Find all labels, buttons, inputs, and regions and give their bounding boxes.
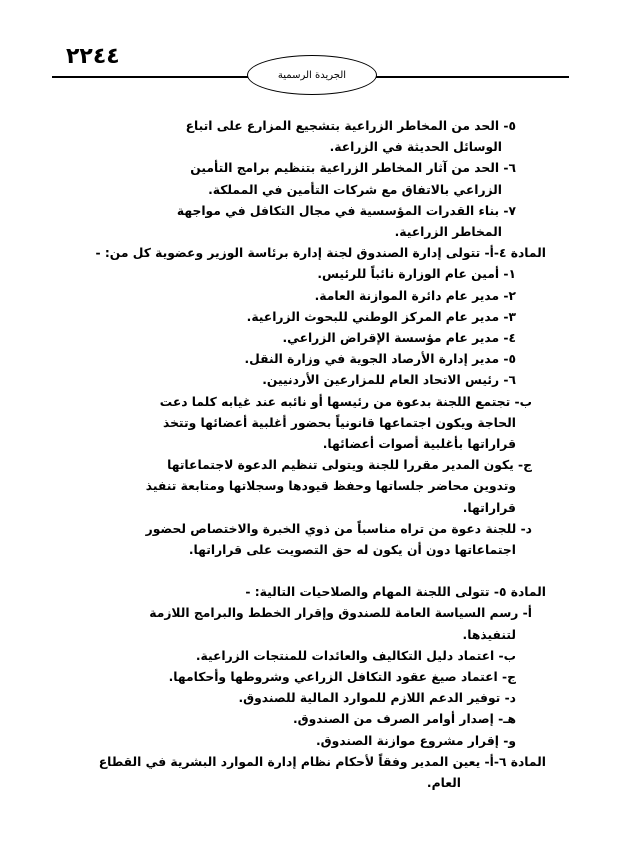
article-5-item: لتنفيذها. [462,627,516,642]
article-5-item: د- توفير الدعم اللازم للموارد المالية للصندوق. [238,691,516,706]
member-item: ٢- مدير عام دائرة الموازنة العامة. [314,288,516,303]
intro-item [62,158,546,200]
intro-item [62,201,546,243]
member-item: ٥- مدير إدارة الأرصاد الجوية في وزارة النقل. [244,352,516,367]
page-number: ٢٢٤٤ [66,44,120,69]
article-4-heading: المادة ٤-أ- تتولى إدارة الصندوق لجنة إدارة برئاسة الوزير وعضوية كل من: - [95,246,546,261]
article-6-heading: المادة ٦-أ- يعين المدير وفقاً لأحكام نظام إدارة الموارد البشرية في القطاع [98,754,546,769]
intro-line: الوسائل الحديثة في الزراعة. [329,140,502,155]
intro-item [62,116,546,158]
document-body [62,116,546,794]
member-item: ١- أمين عام الوزارة نائباً للرئيس. [317,267,516,282]
article-5-heading: المادة ٥- تتولى اللجنة المهام والصلاحيات التالية: - [245,585,546,600]
intro-line: ٦- الحد من آثار المخاطر الزراعية بتنظيم برامج التأمين [190,161,516,176]
clause-b-line: الحاجة ويكون اجتماعها قانونياً بحضور أغلبية أعضائها وتتخذ [162,415,516,430]
clause-c-line: ج- يكون المدير مقررا للجنة ويتولى تنظيم الدعوة لاجتماعاتها [167,458,532,473]
member-item: ٤- مدير عام مؤسسة الإقراض الزراعي. [282,331,516,346]
article-5-item: و- إقرار مشروع موازنة الصندوق. [316,733,516,748]
article-5-item: ج- اعتماد صيغ عقود التكافل الزراعي وشروطها وأحكامها. [168,670,516,685]
member-item: ٣- مدير عام المركز الوطني للبحوث الزراعية. [246,309,516,324]
intro-line: الزراعي بالاتفاق مع شركات التأمين في المملكة. [208,182,502,197]
gazette-emblem [247,55,377,95]
article-6-line: العام. [426,776,461,791]
intro-line: ٧- بناء القدرات المؤسسية في مجال التكافل في مواجهة [176,203,516,218]
clause-c-line: وتدوين محاضر جلساتها وحفظ قيودها وسجلاتها ومتابعة تنفيذ [145,479,516,494]
article-5-item: ب- اعتماد دليل التكاليف والعائدات للمنتجات الزراعية. [195,648,516,663]
intro-line: المخاطر الزراعية. [394,225,502,240]
article-5-item: هـ- إصدار أوامر الصرف من الصندوق. [292,712,516,727]
clause-d-line: د- للجنة دعوة من تراه مناسباً من ذوي الخبرة والاختصاص لحضور [145,521,532,536]
intro-line: ٥- الحد من المخاطر الزراعية بتشجيع المزارع على اتباع [185,119,516,133]
clause-c-line: قراراتها. [462,500,516,515]
gazette-label: الجريدة الرسمية [277,69,347,81]
article-5-item: أ- رسم السياسة العامة للصندوق وإقرار الخطط والبرامج اللازمة [149,606,532,621]
clause-b-line: ب- تجتمع اللجنة بدعوة من رئيسها أو نائبه عند غيابه كلما دعت [159,394,532,409]
clause-d-line: اجتماعاتها دون أن يكون له حق التصويت على قراراتها. [188,543,516,558]
clause-b-line: قراراتها بأغلبية أصوات أعضائها. [322,437,516,452]
member-item: ٦- رئيس الاتحاد العام للمزارعين الأردنيين. [262,373,516,388]
